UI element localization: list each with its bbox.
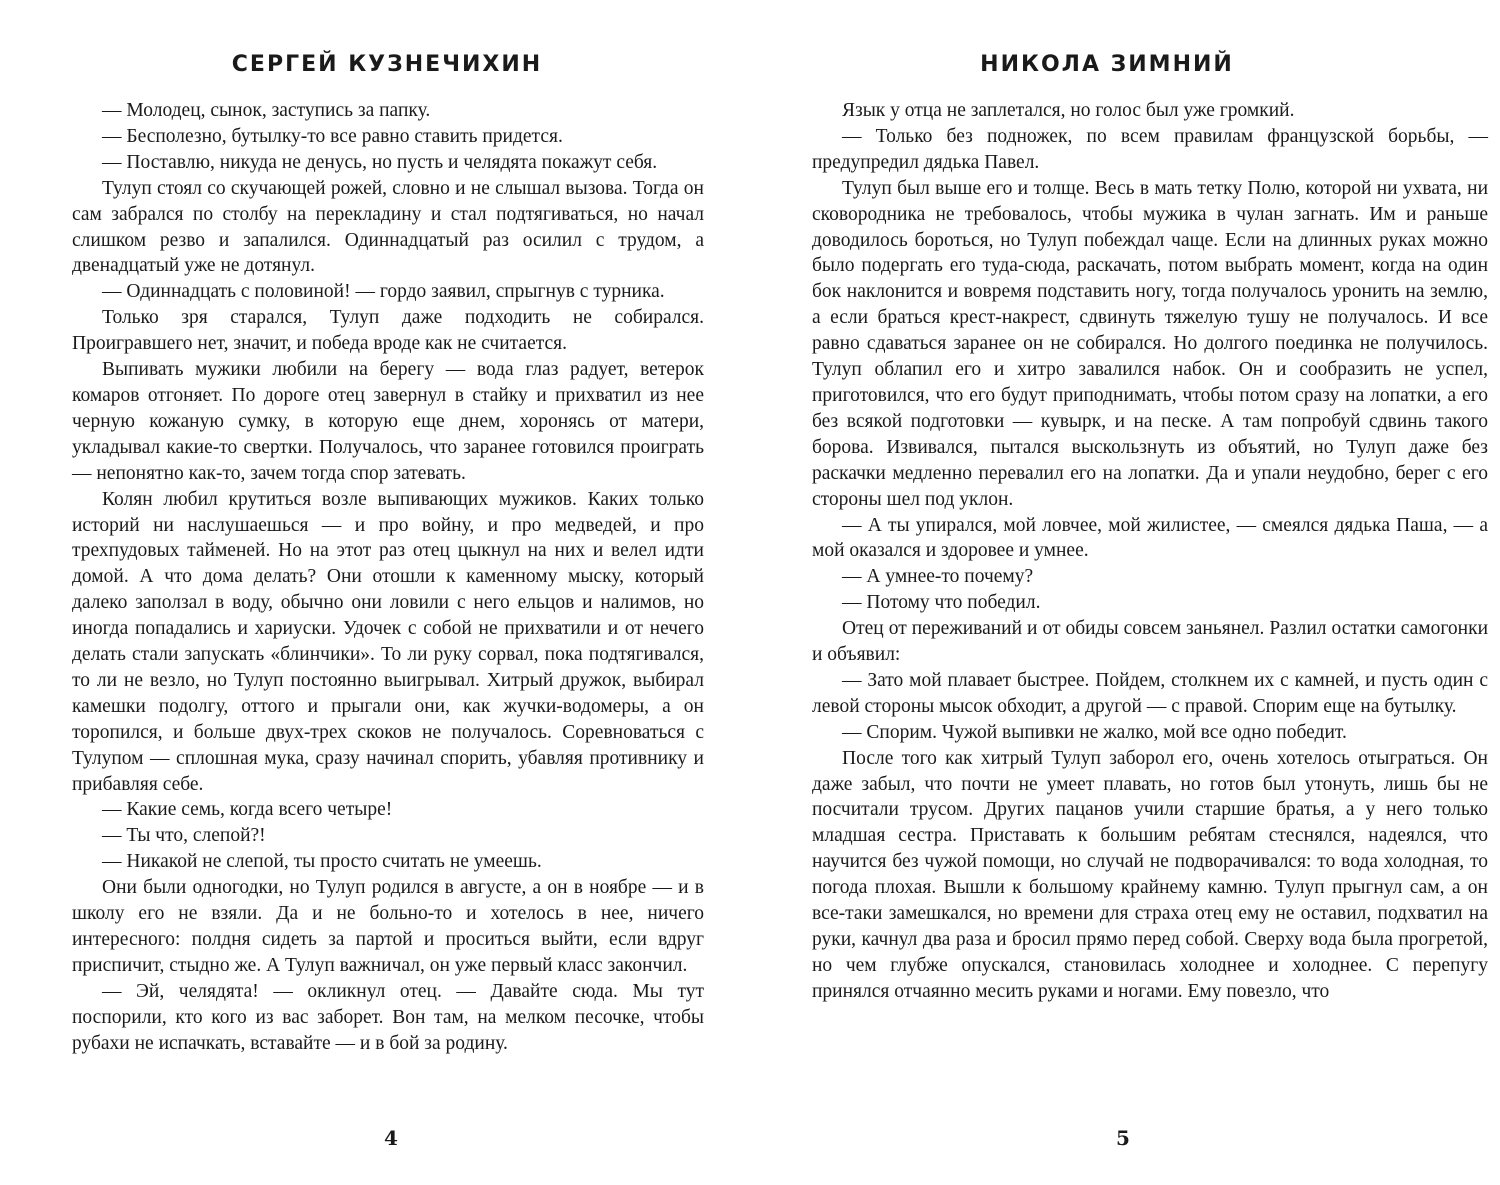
paragraph: Тулуп был выше его и толще. Весь в мать тетку Полю, которой ни ухвата, ни сковородника не требовалось, чтобы мужика в чулан загнать. Им и раньше доводилось бороться, но Тулуп побеждал чаще. Если на длинных руках можно было подергать его туда-сюда, раскачать, потом выбрать момент, когда на один бок наклонится и вовремя подставить ногу, тогда получалось уронить на землю, а если браться крест-накрест, сдвинуть тяжелую тушу не получалось. И все равно сдаваться заранее он не собирался. Но долгого поединка не получилось. Тулуп облапил его и хитро завалился набок. Он и сообразить не успел, приготовился, что его будут приподнимать, чтобы потом сразу на лопатки, а его без всякой подготовки — кувырк, и на песке. А там попробуй сдвинь такого борова. Извивался, пытался выскользнуть из объятий, но Тулуп даже без раскачки медленно перевалил его на лопатки. Да и упали неудобно, берег с его стороны шел под уклон. bbox=[812, 177, 1488, 510]
paragraph: — Бесполезно, бутылку-то все равно ставить придется. bbox=[102, 125, 563, 147]
paragraph: — А ты упирался, мой ловчее, мой жилистее, — смеялся дядька Паша, — а мой оказался и здоровее и умнее. bbox=[812, 514, 1488, 562]
right-page bbox=[750, 0, 1500, 1185]
paragraph: — Потому что победил. bbox=[842, 592, 1041, 614]
running-head-title: НИКОЛА ЗИМНИЙ bbox=[980, 52, 1234, 77]
running-head-author: СЕРГЕЙ КУЗНЕЧИХИН bbox=[231, 52, 543, 77]
paragraph: — Только без подножек, по всем правилам французской борьбы, — предупредил дядька Павел. bbox=[812, 125, 1488, 173]
paragraph: Тулуп стоял со скучающей рожей, словно и не слышал вызова. Тогда он сам забрался по столбу на перекладину и стал подтягиваться, но начал слишком резво и запалился. Одиннадцатый раз осилил с трудом, а двенадцатый уже не дотянул. bbox=[72, 177, 704, 277]
paragraph: После того как хитрый Тулуп заборол его, очень хотелось отыграться. Он даже забыл, что почти не умеет плавать, но готов был утонуть, лишь бы не посчитали трусом. Других пацанов учили старшие братья, а у него только младшая сестра. Приставать к большим ребятам стеснялся, надеялся, что научится без чужой помощи, но случай не подворачивался: то вода холодная, то погода плохая. Вышли к большому крайнему камню. Тулуп прыгнул сам, а он все-таки замешкался, но времени для страха отец ему не оставил, подхватил на руки, качнул два раза и бросил прямо перед собой. Сверху вода была прогретой, но чем глубже опускался, становилась холоднее и холоднее. С перепугу принялся отчаянно месить руками и ногами. Ему повезло, что bbox=[812, 747, 1488, 1002]
paragraph: — Какие семь, когда всего четыре! bbox=[102, 799, 393, 821]
page-number: 4 bbox=[384, 1126, 398, 1150]
paragraph: — Одиннадцать с половиной! — гордо заявил, спрыгнув с турника. bbox=[102, 281, 665, 303]
paragraph: — Никакой не слепой, ты просто считать не умеешь. bbox=[102, 851, 542, 873]
paragraph: Отец от переживаний и от обиды совсем заньянел. Разлил остатки самогонки и объявил: bbox=[812, 618, 1488, 666]
right-page-body bbox=[812, 98, 1488, 1005]
left-page-body bbox=[72, 98, 704, 1057]
paragraph: — Молодец, сынок, заступись за папку. bbox=[102, 100, 431, 121]
paragraph: Колян любил крутиться возле выпивающих мужиков. Каких только историй ни наслушаешься — и про войну, и про медведей, и про трехпудовых таймeней. Но на этот раз отец цыкнул на них и велел идти домой. А что дома делать? Они отошли к каменному мыску, который далеко заползал в воду, обычно они ловили с него ельцов и налимов, но иногда попадались и хариуски. Удочек с собой не прихватили и от нечего делать стали запускать «блинчики». То ли руку сорвал, пока подтягивался, то ли не везло, но Тулуп постоянно выигрывал. Хитрый дружок, выбирал камешки подолгу, оттого и прыгали они, как жучки-водомеры, а он торопился, и больше двух-трех скоков не получалось. Соревноваться с Тулупом — сплошная мука, сразу начинал спорить, убавляя противнику и прибавляя себе. bbox=[72, 488, 704, 795]
paragraph: — Спорим. Чужой выпивки не жалко, мой все одно победит. bbox=[842, 721, 1347, 743]
page-number: 5 bbox=[1116, 1126, 1130, 1150]
paragraph: — Поставлю, никуда не денусь, но пусть и челядята покажут себя. bbox=[102, 151, 658, 173]
paragraph: — Ты что, слепой?! bbox=[102, 825, 266, 847]
paragraph: — Эй, челядята! — окликнул отец. — Давайте сюда. Мы тут поспорили, кто кого из вас заборет. Вон там, на мелком песочке, чтобы рубахи не испачкать, вставайте — и в бой за родину. bbox=[72, 980, 704, 1054]
paragraph: Выпивать мужики любили на берегу — вода глаз радует, ветерок комаров отгоняет. По дороге отец завернул в стайку и прихватил из нее черную кожаную сумку, в которую еще днем, хоронясь от матери, укладывал какие-то свертки. Получалось, что заранее готовился проиграть — непонятно как-то, зачем тогда спор затевать. bbox=[72, 359, 704, 484]
paragraph: Язык у отца не заплетался, но голос был уже громкий. bbox=[842, 100, 1295, 121]
paragraph: Только зря старался, Тулуп даже подходить не собирался. Проигравшего нет, значит, и победа вроде как не считается. bbox=[72, 307, 704, 355]
paragraph: — Зато мой плавает быстрее. Пойдем, столкнем их с камней, и пусть один с левой стороны мысок обходит, а другой — с правой. Спорим еще на бутылку. bbox=[812, 669, 1488, 717]
paragraph: Они были одногодки, но Тулуп родился в августе, а он в ноябре — и в школу его не взяли. Да и не больно-то и хотелось в нее, ничего интересного: полдня сидеть за партой и проситься выйти, если вдруг приспичит, стыдно же. А Тулуп важничал, он уже первый класс закончил. bbox=[72, 877, 704, 976]
paragraph: — А умнее-то почему? bbox=[842, 566, 1034, 588]
